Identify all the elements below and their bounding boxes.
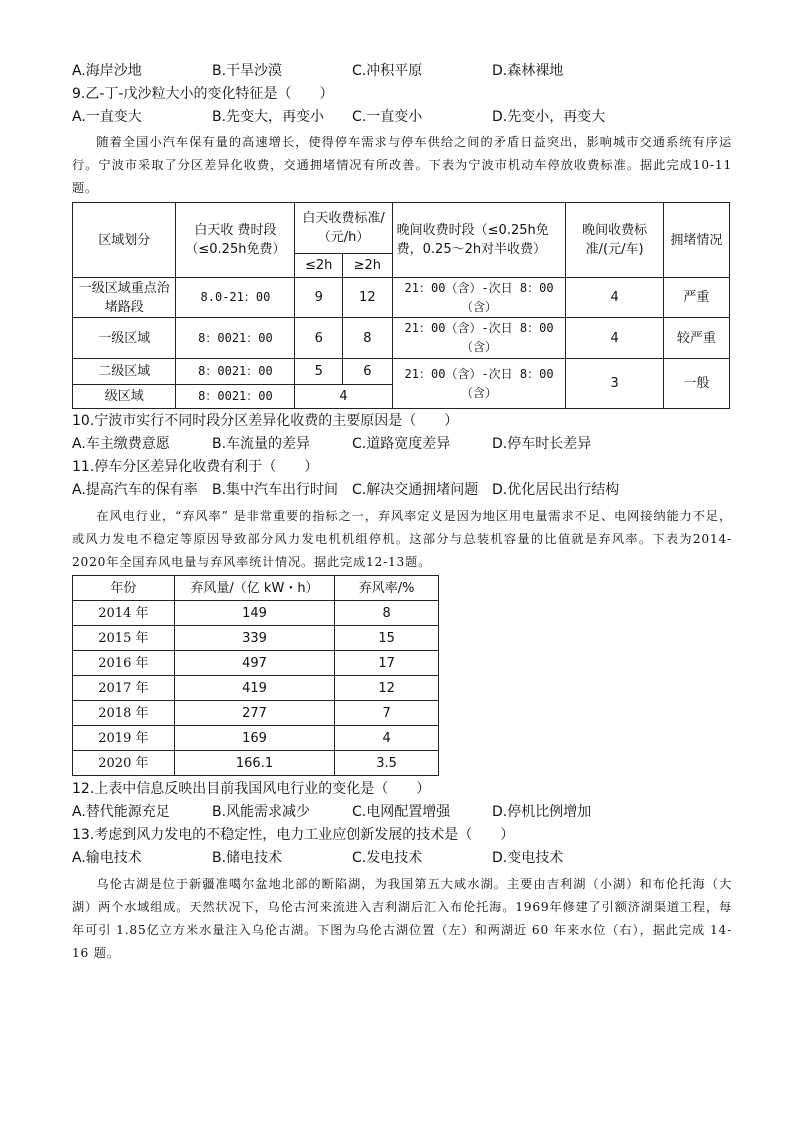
period-cell: 8：0021：00 (176, 385, 295, 409)
energy-cell: 497 (174, 651, 335, 676)
q10-option-b[interactable]: B.车流量的差异 (212, 436, 311, 452)
q8-option-a[interactable]: A.海岸沙地 (72, 63, 142, 79)
night-fee-cell: 4 (566, 318, 663, 359)
night-fee-cell: 3 (566, 359, 663, 409)
night-period-cell: 21：00（含）-次日 8：00（含） (392, 359, 566, 409)
rate-cell: 17 (335, 651, 439, 676)
q9-option-d[interactable]: D.先变小，再变大 (492, 109, 606, 125)
q11-option-b[interactable]: B.集中汽车出行时间 (212, 482, 339, 498)
table-row (73, 601, 439, 626)
table-row (73, 751, 439, 776)
q13-option-c[interactable]: C.发电技术 (352, 850, 423, 866)
parking-fee-table (72, 202, 730, 409)
night-period-cell: 21：00（含）-次日 8：00（含） (392, 278, 566, 318)
q12-options (72, 801, 732, 824)
q12-option-a[interactable]: A.替代能源充足 (72, 804, 170, 820)
q8-options (72, 60, 732, 83)
header-year: 年份 (73, 576, 175, 601)
q13-option-a[interactable]: A.输电技术 (72, 850, 142, 866)
table-row (73, 626, 439, 651)
q8-option-c[interactable]: C.冲积平原 (352, 63, 423, 79)
energy-cell: 149 (174, 601, 335, 626)
year-cell: 2014 年 (73, 601, 175, 626)
header-ge2h: ≥2h (343, 254, 393, 278)
table-header-row (73, 576, 439, 601)
congestion-cell: 较严重 (663, 318, 729, 359)
header-le2h: ≤2h (295, 254, 343, 278)
zone-cell: 一级区域重点治堵路段 (73, 278, 176, 318)
energy-cell: 419 (174, 676, 335, 701)
q13-option-b[interactable]: B.储电技术 (212, 850, 283, 866)
energy-cell: 339 (174, 626, 335, 651)
header-curtailed-energy: 弃风量/（亿 kW・h） (174, 576, 335, 601)
table-row (73, 651, 439, 676)
passage-wind: 在风电行业，“弃风率” 是非常重要的指标之一，弃风率定义是因为地区用电量需求不足、电网接纳能力不足，或风力发电不稳定等原因导致部分风力发电机机组停机。这部分与总装机容量的比值就是弃风率。下表为2014-2020年全国弃风电量与弃风率统计情况。据此完成12-13题。 (72, 509, 732, 569)
q10-option-a[interactable]: A.车主缴费意愿 (72, 436, 170, 452)
energy-cell: 169 (174, 726, 335, 751)
rate-cell: 12 (335, 676, 439, 701)
rate-cell: 4 (335, 726, 439, 751)
table-row (73, 278, 730, 318)
fee-ge2h-cell: 6 (343, 359, 393, 385)
year-cell: 2019 年 (73, 726, 175, 751)
fee-ge2h-cell: 8 (343, 318, 393, 359)
wind-curtailment-table (72, 575, 439, 776)
header-day-fee: 白天收费标准/（元/h） (295, 203, 392, 254)
q10-options (72, 433, 732, 456)
q11-options (72, 479, 732, 502)
congestion-cell: 一般 (663, 359, 729, 409)
header-night-period: 晚间收费时段（≤0.25h免费，0.25～2h对半收费） (392, 203, 566, 278)
rate-cell: 8 (335, 601, 439, 626)
q10-option-c[interactable]: C.道路宽度差异 (352, 436, 451, 452)
header-congestion: 拥堵情况 (663, 203, 729, 278)
table-row (73, 701, 439, 726)
table-row (73, 726, 439, 751)
q9-option-b[interactable]: B.先变大，再变小 (212, 109, 325, 125)
q9-option-a[interactable]: A.一直变大 (72, 109, 142, 125)
period-cell: 8：0021：00 (176, 359, 295, 385)
fee-le2h-cell: 9 (295, 278, 343, 318)
rate-cell: 7 (335, 701, 439, 726)
fee-cell: 4 (295, 385, 392, 409)
q13-options (72, 847, 732, 870)
night-fee-cell: 4 (566, 278, 663, 318)
period-cell: 8.0-21：00 (176, 278, 295, 318)
year-cell: 2015 年 (73, 626, 175, 651)
header-curtailment-rate: 弃风率/% (335, 576, 439, 601)
zone-cell: 二级区域 (73, 359, 176, 385)
header-night-fee: 晚间收费标准/(元/车) (566, 203, 663, 278)
q13-stem: 13.考虑到风力发电的不稳定性，电力工业应创新发展的技术是（ ） (72, 827, 515, 843)
q10-option-d[interactable]: D.停车时长差异 (492, 436, 592, 452)
q12-option-d[interactable]: D.停机比例增加 (492, 804, 592, 820)
q8-option-d[interactable]: D.森林裸地 (492, 63, 564, 79)
passage-lake: 乌伦古湖是位于新疆准噶尔盆地北部的断陷湖，为我国第五大咸水湖。主要由吉利湖（小湖）和布伦托海（大湖）两个水域组成。天然状况下，乌伦古河来流进入吉利湖后汇入布伦托海。1969年修建了引额济湖渠道工程，每年可引 1.85亿立方米水量注入乌伦古湖。下图为乌伦古湖位置（左）和两湖近 60 年来水位（右），据此完成 14-16 题。 (72, 877, 732, 960)
q13-option-d[interactable]: D.变电技术 (492, 850, 564, 866)
q9-options (72, 106, 732, 129)
energy-cell: 166.1 (174, 751, 335, 776)
q11-option-a[interactable]: A.提高汽车的保有率 (72, 482, 198, 498)
table-row (73, 676, 439, 701)
passage-parking: 随着全国小汽车保有量的高速增长，使得停车需求与停车供给之间的矛盾日益突出，影响城市交通系统有序运行。宁波市采取了分区差异化收费，交通拥堵情况有所改善。下表为宁波市机动车停放收费标准。据此完成10-11题。 (72, 135, 732, 195)
header-zone: 区域划分 (73, 203, 176, 278)
table-row (73, 318, 730, 359)
rate-cell: 15 (335, 626, 439, 651)
q9-stem: 9.乙-丁-戊沙粒大小的变化特征是（ ） (72, 86, 334, 102)
q10-stem: 10.宁波市实行不同时段分区差异化收费的主要原因是（ ） (72, 413, 459, 429)
exam-page (72, 60, 732, 965)
q12-option-c[interactable]: C.电网配置增强 (352, 804, 451, 820)
period-cell: 8：0021：00 (176, 318, 295, 359)
year-cell: 2018 年 (73, 701, 175, 726)
q12-option-b[interactable]: B.风能需求减少 (212, 804, 311, 820)
q9-option-c[interactable]: C.一直变小 (352, 109, 423, 125)
year-cell: 2020 年 (73, 751, 175, 776)
energy-cell: 277 (174, 701, 335, 726)
year-cell: 2017 年 (73, 676, 175, 701)
q12-stem: 12.上表中信息反映出目前我国风电行业的变化是（ ） (72, 781, 431, 797)
year-cell: 2016 年 (73, 651, 175, 676)
fee-ge2h-cell: 12 (343, 278, 393, 318)
rate-cell: 3.5 (335, 751, 439, 776)
table-row (73, 359, 730, 385)
fee-le2h-cell: 5 (295, 359, 343, 385)
q8-option-b[interactable]: B.干旱沙漠 (212, 63, 283, 79)
header-day-period: 白天收 费时段（≤0.25h免费） (176, 203, 295, 278)
zone-cell: 一级区域 (73, 318, 176, 359)
q11-stem: 11.停车分区差异化收费有利于（ ） (72, 459, 319, 475)
zone-cell: 级区域 (73, 385, 176, 409)
congestion-cell: 严重 (663, 278, 729, 318)
night-period-cell: 21：00（含）-次日 8：00（含） (392, 318, 566, 359)
fee-le2h-cell: 6 (295, 318, 343, 359)
q11-option-c[interactable]: C.解决交通拥堵问题 (352, 482, 479, 498)
q11-option-d[interactable]: D.优化居民出行结构 (492, 482, 620, 498)
